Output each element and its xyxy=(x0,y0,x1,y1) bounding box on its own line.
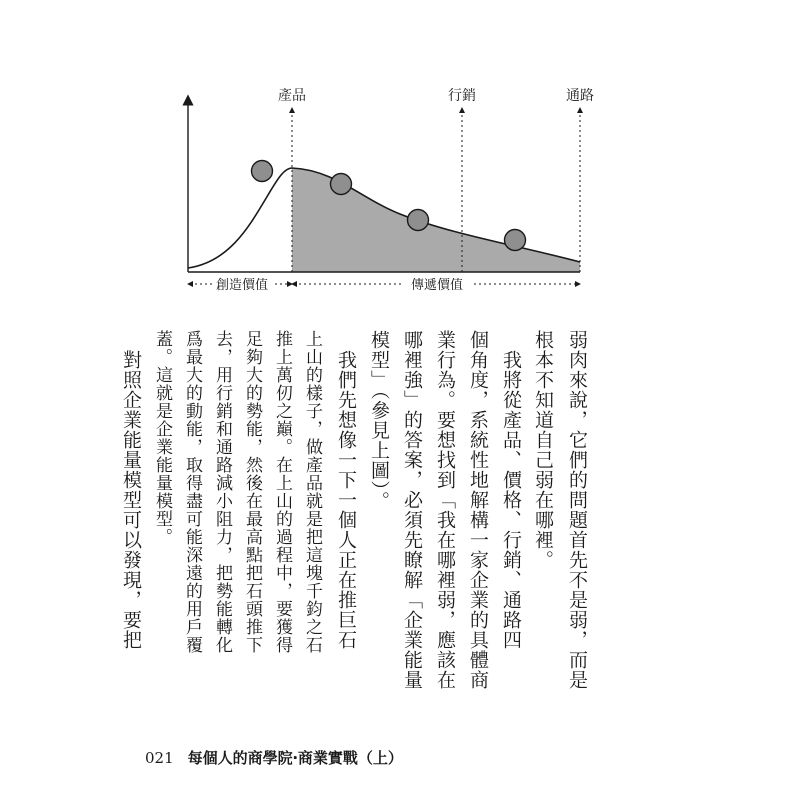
boulder-2 xyxy=(331,174,352,195)
text-column: 個角度，系統性地解構一家企業的具體商 xyxy=(467,330,489,690)
text-column: 模型」（參見上圖）。 xyxy=(368,330,390,511)
text-column: 我們先想像一下一個人正在推巨石 xyxy=(335,330,357,650)
deliver-value-label: 傳遞價值 xyxy=(410,278,464,293)
boulder-3 xyxy=(408,210,429,231)
text-column: 足夠大的勢能，然後在最高點把石頭推下 xyxy=(242,330,262,654)
text-column: 我將從產品、價格、行銷、通路四 xyxy=(500,330,522,650)
page-footer xyxy=(145,747,403,768)
boulder-4 xyxy=(505,230,526,251)
product-label: 產品 xyxy=(278,88,306,104)
text-column: 爲最大的動能，取得盡可能深遠的用戶覆 xyxy=(182,330,202,654)
create-value-label: 創造價值 xyxy=(215,278,269,293)
text-column: 對照企業能量模型可以發現，要把 xyxy=(120,330,142,650)
boulder-1 xyxy=(252,161,273,182)
energy-model-diagram xyxy=(0,0,800,320)
text-column: 哪裡強」的答案，必須先瞭解「企業能量 xyxy=(401,330,423,690)
book-title: 每個人的商學院‧商業實戰（上） xyxy=(187,749,403,767)
text-column: 上山的樣子，做產品就是把這塊千鈞之石 xyxy=(302,330,322,654)
marketing-label: 行銷 xyxy=(448,88,476,104)
text-column: 蓋。這就是企業能量模型。 xyxy=(152,330,172,546)
text-column: 推上萬仞之巔。在上山的過程中，要獲得 xyxy=(272,330,292,654)
text-column: 根本不知道自己弱在哪裡。 xyxy=(532,330,554,570)
page-number: 021 xyxy=(145,749,174,767)
text-column: 弱肉來說，它們的問題首先不是弱，而是 xyxy=(566,330,588,690)
text-column: 去，用行銷和通路減小阻力，把勢能轉化 xyxy=(212,330,232,654)
text-column: 業行為。要想找到「我在哪裡弱，應該在 xyxy=(434,330,456,690)
channel-label: 通路 xyxy=(566,88,594,104)
